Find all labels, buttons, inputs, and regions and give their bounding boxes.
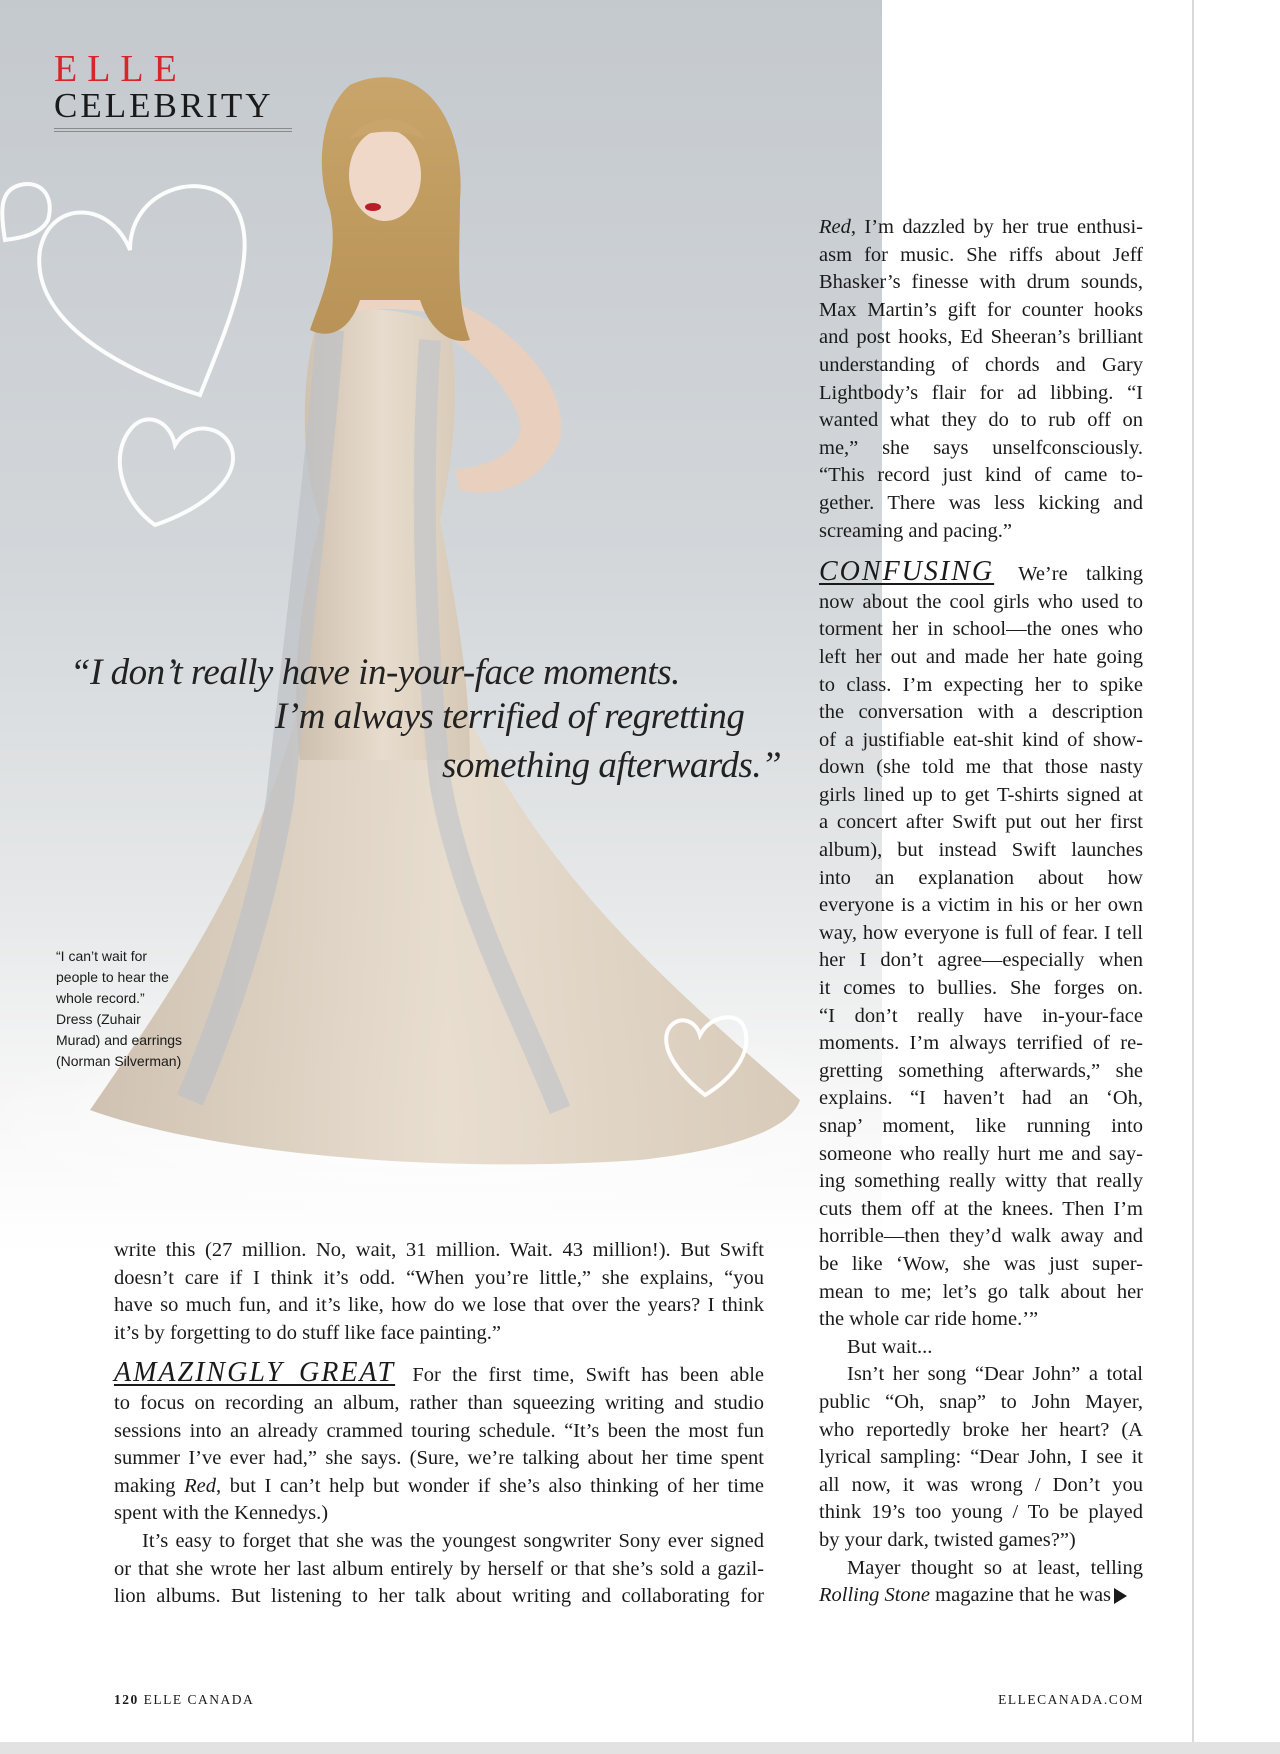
section-logo <box>54 50 292 132</box>
caption-line: (Norman Silverman) <box>56 1053 182 1069</box>
body-text: , but I can’t help but wonder if she’s also thinking of her time <box>215 1474 764 1497</box>
album-title: Red <box>819 216 851 238</box>
body-line: mean to me; let’s go talk about her <box>819 1280 1143 1303</box>
body-line: way, how everyone is full of fear. I tell <box>819 921 1143 944</box>
body-line: or that she wrote her last album entirely by herself or that she’s sold a gazil- <box>114 1557 764 1580</box>
body-line: lyrical sampling: “Dear John, I see it <box>819 1446 1143 1469</box>
body-line: left her out and made her hate going <box>819 645 1143 668</box>
section-heading-amazingly-great: AMAZINGLY GREAT <box>114 1357 396 1389</box>
body-line: Mayer thought so at least, telling <box>847 1556 1143 1579</box>
body-text: , I’m dazzled by her true enthusi- <box>850 216 1143 238</box>
body-line: Bhasker’s finesse with drum sounds, <box>819 271 1143 294</box>
brand-logo: ELLE <box>54 48 187 90</box>
section-heading-line <box>114 1359 764 1390</box>
body-column-left <box>114 1237 764 1611</box>
body-line: the whole car ride home.’” <box>819 1308 1039 1331</box>
body-line: now about the cool girls who used to <box>819 590 1143 613</box>
caption-line: Dress (Zuhair <box>56 1011 141 1027</box>
body-line: gretting something afterwards,” she <box>819 1059 1143 1082</box>
body-line: “This record just kind of came to- <box>819 464 1143 487</box>
publication-title: Rolling Stone <box>819 1584 931 1607</box>
body-line: by your dark, twisted games?”) <box>819 1528 1076 1551</box>
page-edge-rule <box>1192 0 1194 1754</box>
body-line: But wait... <box>847 1335 933 1358</box>
body-line: a concert after Swift put out her first <box>819 811 1143 834</box>
heart-doodle-lower <box>666 1017 746 1095</box>
body-line <box>819 1582 1143 1610</box>
heart-doodle-medium <box>120 419 233 525</box>
body-line: me,” she says unselfconsciously. <box>819 436 1143 459</box>
body-line: of a justifiable eat-shit kind of show- <box>819 728 1143 751</box>
body-text: For the first time, Swift has been able <box>412 1364 764 1387</box>
body-line: have so much fun, and it’s like, how do we lose that over the years? I think <box>114 1294 764 1317</box>
photo-caption <box>56 946 206 1072</box>
body-line: to class. I’m expecting her to spike <box>819 673 1143 696</box>
caption-line: whole record.” <box>56 990 145 1006</box>
body-line: all now, it was wrong / Don’t you <box>819 1473 1143 1496</box>
body-line: wanted what they do to rub off on <box>819 409 1143 432</box>
section-heading-line <box>819 558 1143 589</box>
body-text: We’re talking <box>1018 563 1143 586</box>
body-line: who reportedly broke her heart? (A <box>819 1418 1143 1441</box>
logo-underline-second <box>54 131 292 132</box>
body-line: spent with the Kennedys.) <box>114 1502 329 1525</box>
folio-website: ELLECANADA.COM <box>998 1692 1144 1707</box>
body-line: moments. I’m always terrified of re- <box>819 1032 1143 1055</box>
caption-line: “I can’t wait for <box>56 948 148 964</box>
body-column-right <box>819 214 1143 1610</box>
pull-quote-line-2: I’m always terrified of regretting <box>275 696 745 737</box>
heart-doodle-small <box>2 184 50 240</box>
body-line: summer I’ve ever had,” she says. (Sure, we’re talking about her time spent <box>114 1447 764 1470</box>
magazine-name: ELLE CANADA <box>143 1692 255 1707</box>
body-line <box>114 1473 764 1501</box>
album-title: Red <box>184 1474 216 1497</box>
body-line: everyone is a victim in his or her own <box>819 894 1143 917</box>
body-line: screaming and pacing.” <box>819 519 1012 542</box>
body-line: down (she told me that those nasty <box>819 756 1143 779</box>
body-line: explains. “I haven’t had an ‘Oh, <box>819 1087 1143 1110</box>
logo-underline <box>54 128 292 129</box>
body-line: cuts them off at the knees. Then I’m <box>819 1197 1143 1220</box>
pull-quote-line-1: “I don’t really have in-your-face moments. <box>70 652 680 693</box>
body-text: magazine that he was <box>930 1584 1112 1607</box>
pull-quote-line-3: something afterwards.” <box>442 745 782 786</box>
body-line: Lightbody’s flair for ad libbing. “I <box>819 381 1143 404</box>
body-line: public “Oh, snap” to John Mayer, <box>819 1390 1143 1413</box>
body-line: horrible—then they’d walk away and <box>819 1225 1143 1248</box>
body-line <box>819 214 1143 242</box>
body-line: someone who really hurt me and say- <box>819 1142 1143 1165</box>
body-line: write this (27 million. No, wait, 31 million. Wait. 43 million!). But Swift <box>114 1239 764 1261</box>
body-line: torment her in school—the ones who <box>819 618 1143 641</box>
body-line: ing something really witty that really <box>819 1170 1143 1193</box>
body-line: her I don’t agree—especially when <box>819 949 1143 972</box>
body-line: be like ‘Wow, she was just super- <box>819 1252 1143 1275</box>
heart-doodle-large <box>39 186 244 395</box>
continue-arrow-icon <box>1114 1588 1127 1604</box>
body-line: asm for music. She riffs about Jeff <box>819 243 1143 266</box>
section-heading-confusing: CONFUSING <box>819 556 995 588</box>
body-line: Isn’t her song “Dear John” a total <box>847 1363 1143 1386</box>
body-line: understanding of chords and Gary <box>819 353 1143 376</box>
body-line: Max Martin’s gift for counter hooks <box>819 298 1143 321</box>
body-line: it’s by forgetting to do stuff like face painting.” <box>114 1321 501 1344</box>
page-number: 120 <box>114 1692 139 1707</box>
body-line: it comes to bullies. She forges on. <box>819 977 1143 1000</box>
body-text: making <box>114 1474 185 1497</box>
body-line: gether. There was less kicking and <box>819 491 1143 514</box>
body-line: album), but instead Swift launches <box>819 839 1143 862</box>
page-bottom-band <box>0 1742 1280 1754</box>
caption-line: Murad) and earrings <box>56 1032 183 1048</box>
body-line: and post hooks, Ed Sheeran’s brilliant <box>819 326 1143 349</box>
section-title: CELEBRITY <box>54 86 274 125</box>
body-line: girls lined up to get T-shirts signed at <box>819 783 1143 806</box>
caption-line: people to hear the <box>56 969 169 985</box>
body-line: the conversation with a description <box>819 701 1143 724</box>
body-line: It’s easy to forget that she was the youngest songwriter Sony ever signed <box>142 1529 764 1552</box>
body-line: doesn’t care if I think it’s odd. “When you’re little,” she explains, “you <box>114 1266 764 1289</box>
body-line: sessions into an already crammed touring schedule. “It’s been the most fun <box>114 1419 764 1442</box>
body-line: into an explanation about how <box>819 866 1143 889</box>
body-line: snap’ moment, like running into <box>819 1115 1143 1137</box>
folio-left <box>114 1692 254 1708</box>
body-line: think 19’s too young / To be played <box>819 1501 1143 1524</box>
body-line: to focus on recording an album, rather than squeezing writing and studio <box>114 1391 764 1414</box>
body-line: “I don’t really have in-your-face <box>819 1004 1143 1027</box>
body-line: lion albums. But listening to her talk about writing and collaborating for <box>114 1585 764 1608</box>
